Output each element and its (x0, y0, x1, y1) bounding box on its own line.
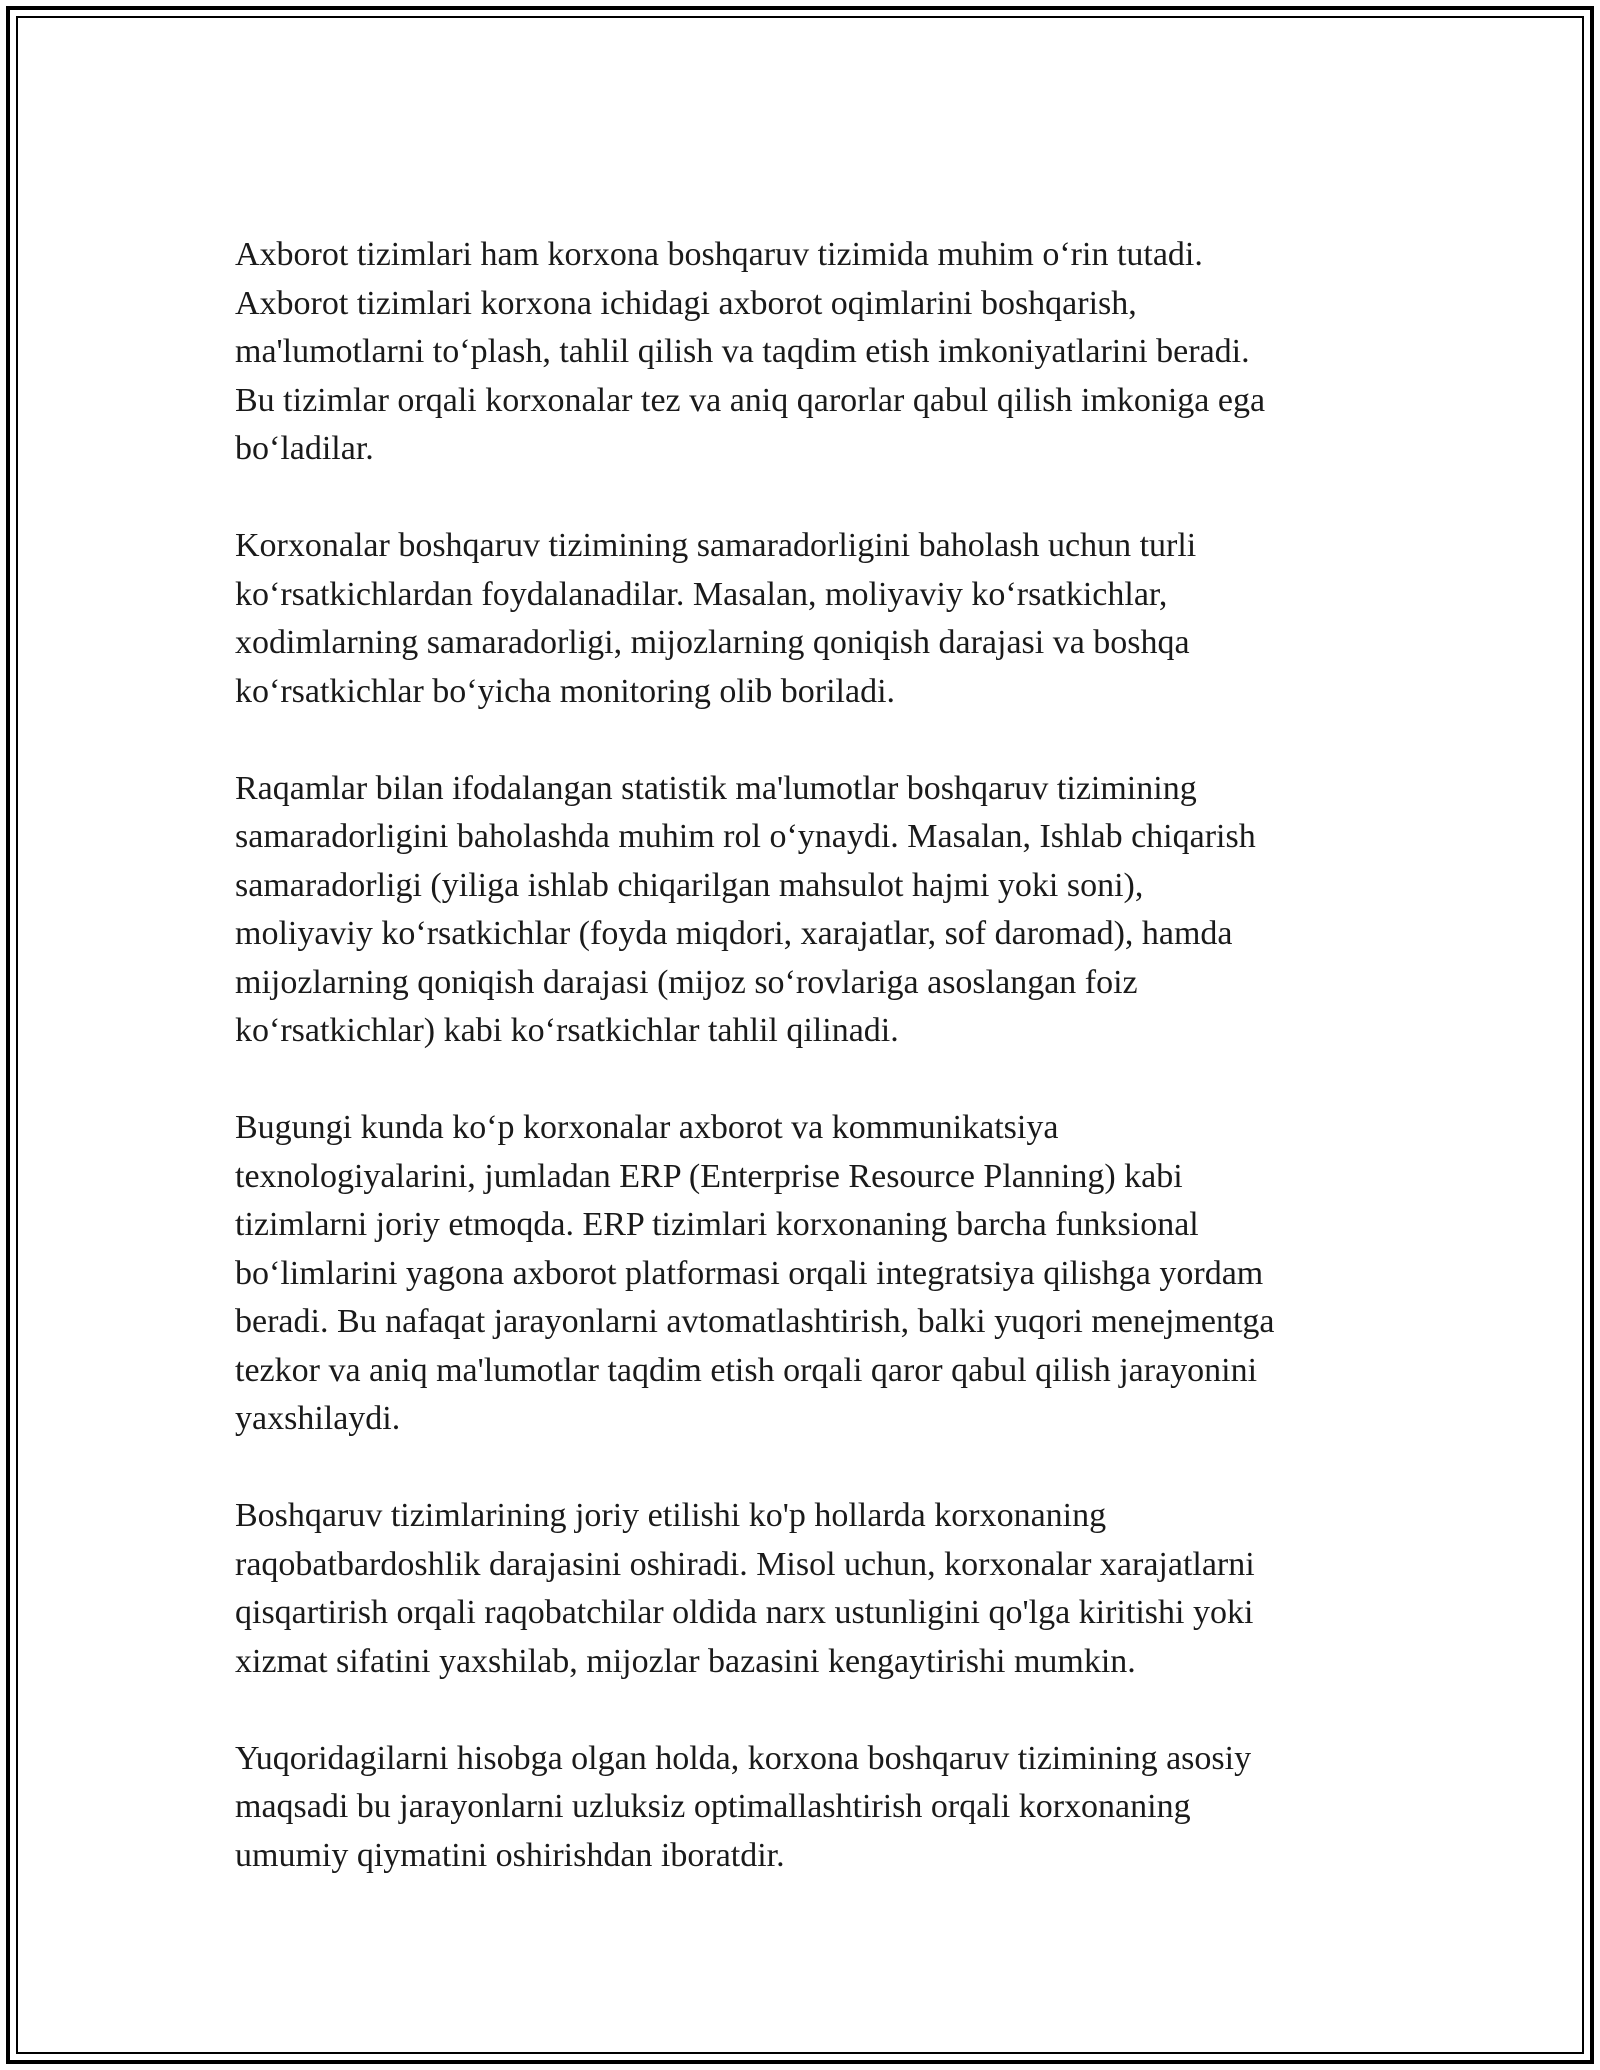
text-line: Axborot tizimlari korxona ichidagi axborot oqimlarini boshqarish, (235, 284, 1137, 322)
text-line: Bugungi kunda ko‘p korxonalar axborot va kommunikatsiya (235, 1109, 1059, 1146)
paragraph-2 (235, 522, 1375, 716)
text-line: beradi. Bu nafaqat jarayonlarni avtomatlashtirish, balki yuqori menejmentga (235, 1303, 1275, 1340)
text-line: Bu tizimlar orqali korxonalar tez va aniq qarorlar qabul qilish imkoniga ega (235, 381, 1266, 419)
text-line: bo‘ladilar. (235, 430, 374, 467)
text-line: Axborot tizimlari ham korxona boshqaruv tizimida muhim o‘rin tutadi. (235, 236, 1203, 273)
text-line: moliyaviy ko‘rsatkichlar (foyda miqdori, xarajatlar, sof daromad), hamda (235, 915, 1233, 952)
text-line: maqsadi bu jarayonlarni uzluksiz optimallashtirish orqali korxonaning (235, 1788, 1191, 1825)
text-line: ko‘rsatkichlardan foydalanadilar. Masalan, moliyaviy ko‘rsatkichlar, (235, 575, 1168, 613)
text-line: Korxonalar boshqaruv tizimining samaradorligini baholash uchun turli (235, 527, 1197, 564)
text-line: ma'lumotlarni to‘plash, tahlil qilish va taqdim etish imkoniyatlarini beradi. (235, 333, 1250, 370)
text-line: xizmat sifatini yaxshilab, mijozlar bazasini kengaytirishi mumkin. (235, 1642, 1136, 1680)
text-line: yaxshilaydi. (235, 1400, 401, 1437)
text-line: samaradorligini baholashda muhim rol o‘ynaydi. Masalan, Ishlab chiqarish (235, 818, 1256, 855)
text-line: tizimlarni joriy etmoqda. ERP tizimlari korxonaning barcha funksional (235, 1206, 1199, 1243)
paragraph-4 (235, 1104, 1375, 1444)
paragraph-1 (235, 231, 1375, 474)
paragraph-5 (235, 1492, 1375, 1686)
text-line: umumiy qiymatini oshirishdan iboratdir. (235, 1836, 785, 1874)
text-line: raqobatbardoshlik darajasini oshiradi. Misol uchun, korxonalar xarajatlarni (235, 1545, 1255, 1583)
text-line: Boshqaruv tizimlarining joriy etilishi ko'p hollarda korxonaning (235, 1497, 1107, 1534)
paragraph-6 (235, 1735, 1375, 1881)
text-line: ko‘rsatkichlar bo‘yicha monitoring olib boriladi. (235, 672, 896, 710)
text-line: bo‘limlarini yagona axborot platformasi orqali integratsiya qilishga yordam (235, 1254, 1264, 1292)
text-line: mijozlarning qoniqish darajasi (mijoz so‘rovlariga asoslangan foiz (235, 963, 1138, 1001)
text-line: Raqamlar bilan ifodalangan statistik ma'lumotlar boshqaruv tizimining (235, 769, 1197, 807)
paragraph-3 (235, 765, 1375, 1056)
text-line: ko‘rsatkichlar) kabi ko‘rsatkichlar tahlil qilinadi. (235, 1012, 899, 1049)
text-line: qisqartirish orqali raqobatchilar oldida narx ustunligini qo'lga kiritishi yoki (235, 1594, 1254, 1631)
text-line: xodimlarning samaradorligi, mijozlarning qoniqish darajasi va boshqa (235, 624, 1190, 661)
text-line: samaradorligi (yiliga ishlab chiqarilgan mahsulot hajmi yoki soni), (235, 866, 1144, 904)
text-line: tezkor va aniq ma'lumotlar taqdim etish orqali qaror qabul qilish jarayonini (235, 1351, 1258, 1389)
document-body (235, 231, 1375, 1929)
text-line: texnologiyalarini, jumladan ERP (Enterprise Resource Planning) kabi (235, 1157, 1183, 1195)
text-line: Yuqoridagilarni hisobga olgan holda, korxona boshqaruv tizimining asosiy (235, 1739, 1252, 1777)
